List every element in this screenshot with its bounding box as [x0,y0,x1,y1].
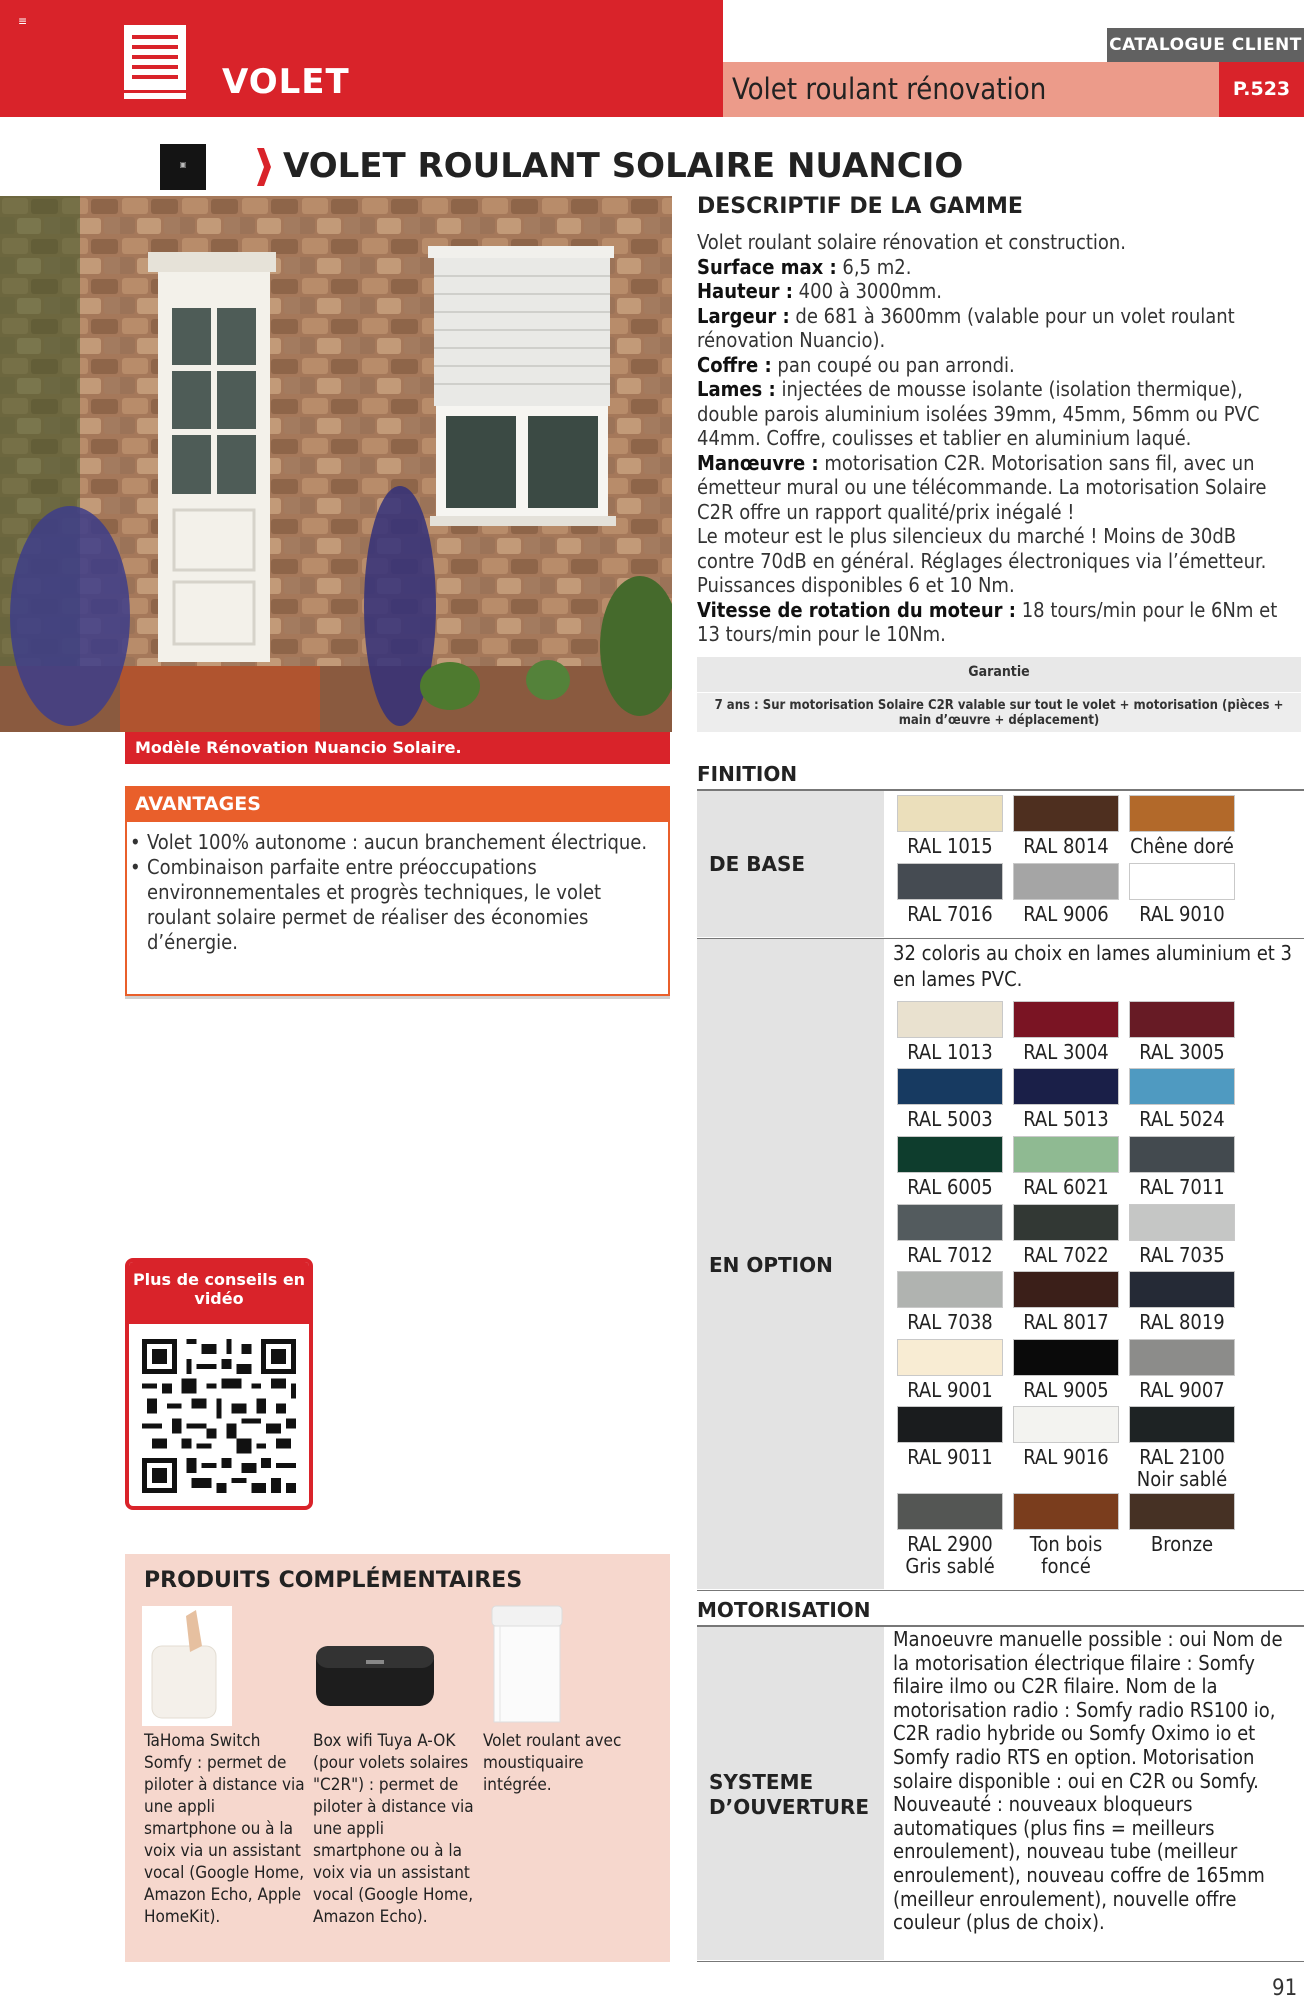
color-swatch [1013,1136,1119,1173]
tahoma-switch-image [142,1606,232,1726]
color-swatch-label: RAL 2900 Gris sablé [905,1532,995,1578]
color-swatch-label: Ton bois foncé [1029,1532,1103,1578]
product-title: VOLET ROULANT SOLAIRE NUANCIO [283,146,964,186]
chevron-right-icon [255,148,271,186]
page-number: 91 [1272,1976,1298,2000]
color-swatch [897,863,1003,900]
page-reference: P.523 [1219,62,1304,117]
video-tips-box[interactable] [125,1258,313,1510]
header-band [0,0,723,117]
color-swatch [1129,1406,1235,1443]
color-swatch-label: RAL 5024 [1139,1107,1225,1131]
color-swatch-label: RAL 9016 [1023,1445,1109,1469]
warranty-title: Garantie [697,657,1301,692]
color-swatch [1129,1493,1235,1530]
video-tips-title: Plus de conseils en vidéo [129,1262,309,1324]
menu-icon[interactable]: ≡ [18,14,28,28]
color-swatch-label: RAL 7012 [907,1243,993,1267]
tuya-box-image [308,1632,442,1722]
photo-caption: Modèle Rénovation Nuancio Solaire. [125,732,670,764]
color-swatch [897,1068,1003,1105]
description-line-label: Manœuvre : [697,450,819,475]
color-swatch [1129,1339,1235,1376]
motorisation-text: Manoeuvre manuelle possible : oui Nom de la motorisation électrique filaire : Somfy filaire ilmo ou C2R filaire. Nom de la motorisation radio : Somfy radio RS100 io, C2R radio hybride ou Somfy Oximo io et Somfy radio RTS en option. Motorisation solaire disponible : oui en C2R ou Somfy. Nouveauté : nouveaux bloqueurs automatiques (plus fins = meilleurs enroulement), nouveau tube (meilleur enroulement), nouveau coffre de 165mm (meilleur enroulement), nouvelle offre couleur (plus de choix). [893,1627,1283,1935]
color-swatch-label: RAL 1015 [907,834,993,858]
divider [697,692,1301,693]
qr-code-icon[interactable] [137,1334,301,1498]
speed-value: 18 tours/min pour le 6Nm et 13 tours/min pour le 10Nm. [697,597,1278,646]
color-swatch-label: RAL 7035 [1139,1243,1225,1267]
page-subtitle: Volet roulant rénovation [732,72,1047,106]
description-title: DESCRIPTIF DE LA GAMME [697,194,1023,219]
color-swatch-label: RAL 5013 [1023,1107,1109,1131]
color-swatch [1013,1493,1119,1530]
description-line-label: Surface max : [697,254,837,279]
brand-logo-icon: ▣ [160,144,206,190]
advantages-list [128,830,648,955]
description-line-value: 400 à 3000mm. [792,279,943,303]
description-line-label: Lames : [697,377,776,401]
description-line-label: Coffre : [697,352,772,377]
description-line-value: injectées de mousse isolante (isolation thermique), double parois aluminium isolées 39mm, 45mm, 56mm ou PVC 44mm. Coffre, coulisses et tablier en aluminium laqué. [697,377,1260,450]
color-swatch [1013,795,1119,832]
color-swatch-label: RAL 7011 [1139,1175,1225,1199]
description-line-value: de 681 à 3600mm (valable pour un volet roulant rénovation Nuancio). [697,303,1235,352]
color-swatch [1129,1001,1235,1038]
option-note: 32 coloris au choix en lames aluminium et 3 en lames PVC. [893,941,1293,991]
description-line [697,353,1297,378]
description-line [697,304,1297,353]
description-intro: Volet roulant solaire rénovation et construction. [697,230,1127,254]
base-finish-label: DE BASE [709,852,806,876]
opening-system-label: SYSTEME D’OUVERTURE [709,1770,870,1819]
description-line-value: pan coupé ou pan arrondi. [771,352,1015,377]
color-swatch-label: RAL 7038 [907,1310,993,1334]
description-extra: Le moteur est le plus silencieux du marché ! Moins de 30dB contre 70dB en général. Réglages électroniques via l’émetteur. Puissances disponibles 6 et 10 Nm. [697,524,1267,597]
mosquito-shutter-image [486,1602,568,1728]
speed-label: Vitesse de rotation du moteur : [697,597,1016,622]
color-swatch [897,1204,1003,1241]
warranty-text: 7 ans : Sur motorisation Solaire C2R valable sur tout le volet + motorisation (pièces + main d’œuvre + déplacement) [697,692,1301,732]
description-line [697,451,1297,525]
description-text [697,230,1297,647]
option-finish-label: EN OPTION [709,1253,833,1277]
color-swatch [1013,1406,1119,1443]
list-item: • Volet 100% autonome : aucun branchement électrique. [128,830,648,855]
color-swatch-label: RAL 9007 [1139,1378,1225,1402]
color-swatch-label: Bronze [1150,1532,1214,1556]
color-swatch [897,1493,1003,1530]
color-swatch [1129,795,1235,832]
complementary-title: PRODUITS COMPLÉMENTAIRES [144,1568,523,1593]
color-swatch-label: Chêne doré [1130,834,1234,858]
shutter-icon [124,25,186,99]
divider [697,1590,1304,1591]
color-swatch-label: RAL 5003 [907,1107,993,1131]
color-swatch [897,1406,1003,1443]
color-swatch-label: RAL 9001 [907,1378,993,1402]
color-swatch [897,795,1003,832]
description-line-label: Hauteur : [697,279,793,303]
color-swatch [897,1339,1003,1376]
color-swatch [897,1136,1003,1173]
color-swatch-label: RAL 6021 [1023,1175,1109,1199]
divider [697,1961,1304,1962]
color-swatch [1129,1136,1235,1173]
color-swatch-label: RAL 9010 [1139,902,1225,926]
color-swatch-label: RAL 7016 [907,902,993,926]
description-line [697,279,1297,304]
color-swatch [897,1001,1003,1038]
color-swatch-label: RAL 8014 [1023,834,1109,858]
description-speed [697,598,1297,647]
color-swatch-label: RAL 7022 [1023,1243,1109,1267]
color-swatch [1129,1271,1235,1308]
product-photo [0,196,672,732]
description-line [697,255,1297,280]
color-swatch [1013,1271,1119,1308]
color-swatch-label: RAL 9006 [1023,902,1109,926]
color-swatch-label: RAL 3005 [1139,1040,1225,1064]
section-title: VOLET [222,62,350,102]
color-swatch-label: RAL 9011 [907,1445,993,1469]
color-swatch [1129,1068,1235,1105]
finish-title: FINITION [697,762,798,786]
complementary-item-tahoma: TaHoma Switch Somfy : permet de piloter à distance via une appli smartphone ou à la voix via un assistant vocal (Google Home, Amazon Echo, Apple HomeKit). [144,1731,305,1927]
color-swatch-label: RAL 8019 [1139,1310,1225,1334]
description-line-value: 6,5 m2. [836,254,912,279]
divider [125,996,670,999]
color-swatch-label: RAL 2100 Noir sablé [1136,1445,1228,1491]
color-swatch [1013,863,1119,900]
color-swatch [1129,863,1235,900]
complementary-item-tuya: Box wifi Tuya A-OK (pour volets solaires "C2R") : permet de piloter à distance via une appli smartphone ou à la voix via un assistant vocal (Google Home, Amazon Echo). [313,1731,474,1927]
color-swatch [1013,1001,1119,1038]
color-swatch-label: RAL 3004 [1023,1040,1109,1064]
color-swatch [1013,1068,1119,1105]
color-swatch-label: RAL 8017 [1023,1310,1109,1334]
motorisation-title: MOTORISATION [697,1598,871,1622]
color-swatch-label: RAL 6005 [907,1175,993,1199]
color-swatch-label: RAL 1013 [907,1040,993,1064]
color-swatch [1129,1204,1235,1241]
color-swatch [897,1271,1003,1308]
catalog-badge: CATALOGUE CLIENT [1107,28,1304,62]
list-item: • Combinaison parfaite entre préoccupations environnementales et progrès techniques, le volet roulant solaire permet de réaliser des économies d’énergie. [128,855,648,955]
description-line-label: Largeur : [697,303,790,328]
description-line-value: motorisation C2R. Motorisation sans fil, avec un émetteur mural ou une télécommande. La motorisation Solaire C2R offre un rapport qualité/prix inégalé ! [697,450,1267,524]
color-swatch [1013,1339,1119,1376]
advantages-title: AVANTAGES [125,786,670,822]
description-line [697,377,1297,451]
color-swatch-label: RAL 9005 [1023,1378,1109,1402]
color-swatch [1013,1204,1119,1241]
complementary-item-moustiquaire: Volet roulant avec moustiquaire intégrée. [483,1731,622,1795]
